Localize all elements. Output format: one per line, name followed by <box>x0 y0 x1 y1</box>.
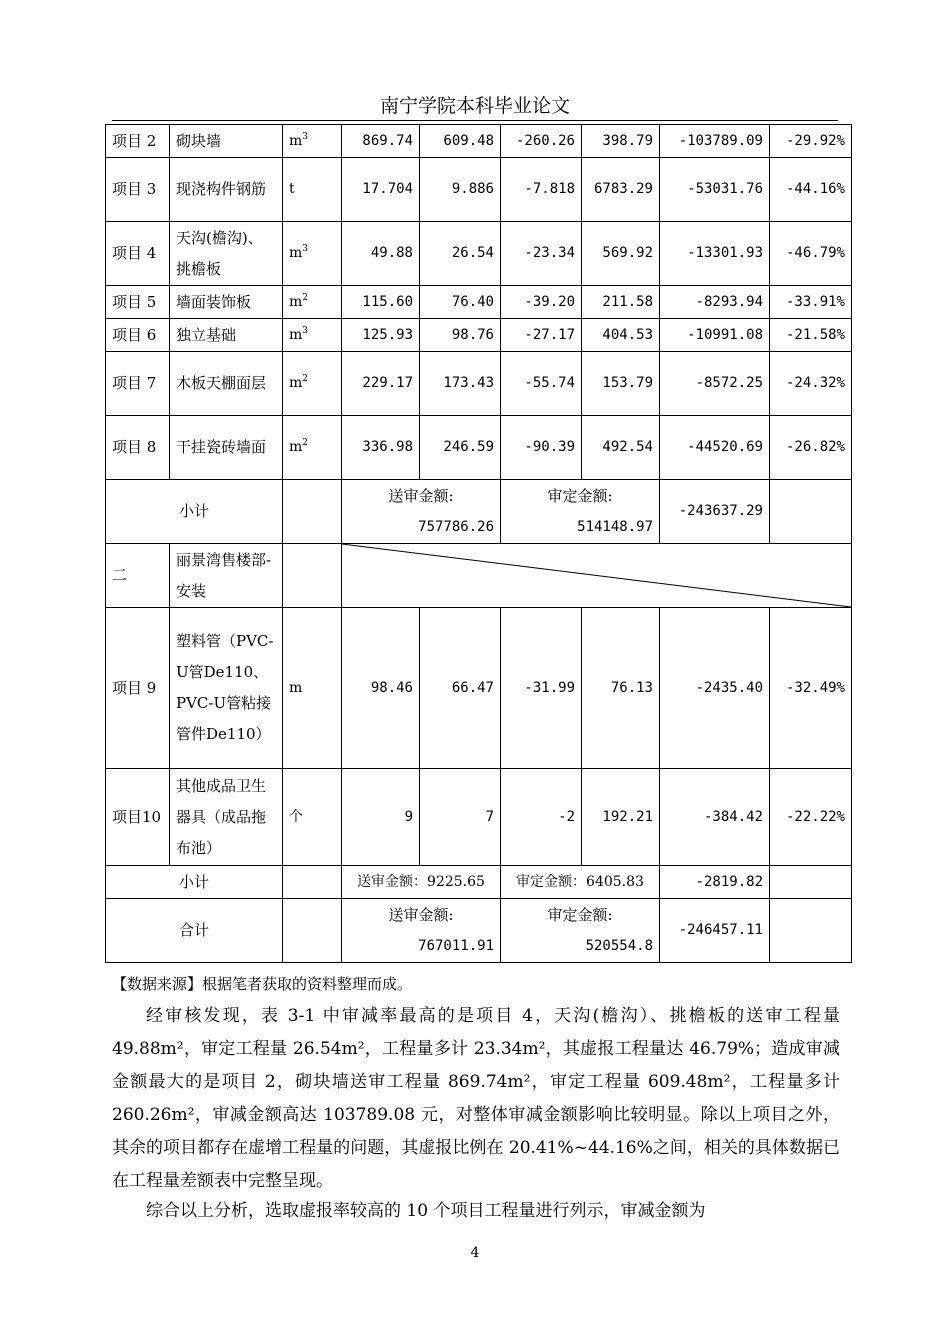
body-paragraph: 综合以上分析，选取虚报率较高的 10 个项目工程量进行列示，审减金额为 <box>146 1201 706 1221</box>
approved-quantity: 26.54 <box>420 222 501 286</box>
item-name: 干挂瓷砖墙面 <box>170 416 283 480</box>
item-unit: $m^3$ <box>283 319 342 352</box>
reduction-rate: -33.91% <box>770 286 852 319</box>
reduction-rate: -46.79% <box>770 222 852 286</box>
table-row <box>106 608 852 769</box>
sent-quantity: 869.74 <box>342 125 420 158</box>
unit-price: 6783.29 <box>582 158 660 222</box>
quantity-difference: -55.74 <box>501 352 582 416</box>
quantity-difference: -90.39 <box>501 416 582 480</box>
quantity-difference: -260.26 <box>501 125 582 158</box>
approved-quantity: 609.48 <box>420 125 501 158</box>
total-sent-amount: 送审金额: 767011.91 <box>342 899 501 963</box>
item-name: 天沟(檐沟)、挑檐板 <box>170 222 283 286</box>
subtotal-sent-amount: 送审金额: 757786.26 <box>342 480 501 544</box>
sent-quantity: 9 <box>342 769 420 866</box>
subtotal-approved-amount: 审定金额：6405.83 <box>501 866 660 899</box>
section-name: 丽景湾售楼部-安装 <box>170 544 283 608</box>
item-unit: $m^2$ <box>283 286 342 319</box>
item-name: 其他成品卫生器具（成品拖布池） <box>170 769 283 866</box>
subtotal-sent-amount: 送审金额：9225.65 <box>342 866 501 899</box>
empty-cell <box>283 480 342 544</box>
page-header: 南宁学院本科毕业论文 <box>379 95 570 117</box>
body-paragraph: 经审核发现，表 3-1 中审减率最高的是项目 4，天沟(檐沟）、挑檐板的送审工程量 49.88m²，审定工程量 26.54m²，工程量多计 23.34m²，其虚报工程量达 46.79%；造成审减金额最大的是项目 2，砌块墙送审工程量 869.74m²，审定工程量 609.48m²，工程量多计 260.26m²，审减金额高达 103789.08 元，对整体审减金额影响比较明显。除以上项目之外，其余的项目都存在虚增工程量的问题，其虚报比例在 20.41%~44.16%之间，相关的具体数据已在工程量差额表中完整呈现。 <box>112 1006 840 1191</box>
diagonal-blank-cell <box>342 544 852 608</box>
unit-price: 211.58 <box>582 286 660 319</box>
item-unit: m <box>283 608 342 769</box>
sent-quantity: 49.88 <box>342 222 420 286</box>
sent-quantity: 98.46 <box>342 608 420 769</box>
reduction-rate: -26.82% <box>770 416 852 480</box>
quantity-difference: -2 <box>501 769 582 866</box>
empty-cell <box>283 866 342 899</box>
empty-cell <box>770 899 852 963</box>
unit-price: 398.79 <box>582 125 660 158</box>
approved-quantity: 98.76 <box>420 319 501 352</box>
subtotal-difference: -2819.82 <box>660 866 770 899</box>
table-row <box>106 352 852 416</box>
item-name: 现浇构件钢筋 <box>170 158 283 222</box>
quantity-difference: -27.17 <box>501 319 582 352</box>
unit-price: 192.21 <box>582 769 660 866</box>
total-approved-amount: 审定金额: 520554.8 <box>501 899 660 963</box>
item-label: 项目 4 <box>106 222 170 286</box>
reduction-amount: -8572.25 <box>660 352 770 416</box>
item-label: 项目 7 <box>106 352 170 416</box>
subtotal-label: 小计 <box>106 866 283 899</box>
reduction-rate: -29.92% <box>770 125 852 158</box>
unit-price: 569.92 <box>582 222 660 286</box>
section-row <box>106 544 852 608</box>
item-unit: $m^2$ <box>283 352 342 416</box>
unit-price: 492.54 <box>582 416 660 480</box>
table-row <box>106 319 852 352</box>
sent-quantity: 17.704 <box>342 158 420 222</box>
item-label: 项目 9 <box>106 608 170 769</box>
table-row <box>106 158 852 222</box>
empty-cell <box>283 899 342 963</box>
reduction-rate: -44.16% <box>770 158 852 222</box>
data-source-note: 【数据来源】根据笔者获取的资料整理而成。 <box>112 975 413 993</box>
item-name: 塑料管（PVC-U管De110、PVC-U管粘接管件De110） <box>170 608 283 769</box>
item-label: 项目 2 <box>106 125 170 158</box>
table-row <box>106 222 852 286</box>
total-label: 合计 <box>106 899 283 963</box>
reduction-amount: -13301.93 <box>660 222 770 286</box>
quantity-difference: -7.818 <box>501 158 582 222</box>
empty-cell <box>283 544 342 608</box>
reduction-amount: -8293.94 <box>660 286 770 319</box>
reduction-amount: -384.42 <box>660 769 770 866</box>
header-rule <box>112 120 838 121</box>
subtotal-label: 小计 <box>106 480 283 544</box>
unit-price: 404.53 <box>582 319 660 352</box>
empty-cell <box>770 866 852 899</box>
unit-price: 153.79 <box>582 352 660 416</box>
diagonal-line <box>342 544 851 607</box>
quantity-difference-table <box>105 124 852 963</box>
reduction-amount: -53031.76 <box>660 158 770 222</box>
item-label: 项目 6 <box>106 319 170 352</box>
reduction-amount: -44520.69 <box>660 416 770 480</box>
table-row <box>106 286 852 319</box>
sent-quantity: 229.17 <box>342 352 420 416</box>
subtotal-row <box>106 480 852 544</box>
reduction-rate: -32.49% <box>770 608 852 769</box>
item-name: 墙面装饰板 <box>170 286 283 319</box>
sent-quantity: 125.93 <box>342 319 420 352</box>
quantity-difference: -23.34 <box>501 222 582 286</box>
item-name: 木板天棚面层 <box>170 352 283 416</box>
section-label: 二 <box>106 544 170 608</box>
subtotal-difference: -243637.29 <box>660 480 770 544</box>
approved-quantity: 9.886 <box>420 158 501 222</box>
approved-quantity: 76.40 <box>420 286 501 319</box>
page-number: 4 <box>470 1245 480 1261</box>
sent-quantity: 336.98 <box>342 416 420 480</box>
approved-quantity: 66.47 <box>420 608 501 769</box>
reduction-rate: -22.22% <box>770 769 852 866</box>
item-label: 项目 3 <box>106 158 170 222</box>
item-unit: $m^2$ <box>283 416 342 480</box>
quantity-difference: -39.20 <box>501 286 582 319</box>
total-difference: -246457.11 <box>660 899 770 963</box>
approved-quantity: 7 <box>420 769 501 866</box>
sent-quantity: 115.60 <box>342 286 420 319</box>
item-label: 项目10 <box>106 769 170 866</box>
reduction-rate: -21.58% <box>770 319 852 352</box>
item-unit: t <box>283 158 342 222</box>
approved-quantity: 246.59 <box>420 416 501 480</box>
approved-quantity: 173.43 <box>420 352 501 416</box>
empty-cell <box>770 480 852 544</box>
item-name: 砌块墙 <box>170 125 283 158</box>
reduction-rate: -24.32% <box>770 352 852 416</box>
table-row <box>106 769 852 866</box>
item-unit: $m^3$ <box>283 125 342 158</box>
quantity-difference: -31.99 <box>501 608 582 769</box>
item-label: 项目 5 <box>106 286 170 319</box>
reduction-amount: -10991.08 <box>660 319 770 352</box>
subtotal-row <box>106 866 852 899</box>
item-name: 独立基础 <box>170 319 283 352</box>
item-label: 项目 8 <box>106 416 170 480</box>
item-unit: $m^3$ <box>283 222 342 286</box>
item-unit: 个 <box>283 769 342 866</box>
table-row <box>106 125 852 158</box>
reduction-amount: -103789.09 <box>660 125 770 158</box>
unit-price: 76.13 <box>582 608 660 769</box>
reduction-amount: -2435.40 <box>660 608 770 769</box>
subtotal-approved-amount: 审定金额: 514148.97 <box>501 480 660 544</box>
table-row <box>106 416 852 480</box>
total-row <box>106 899 852 963</box>
